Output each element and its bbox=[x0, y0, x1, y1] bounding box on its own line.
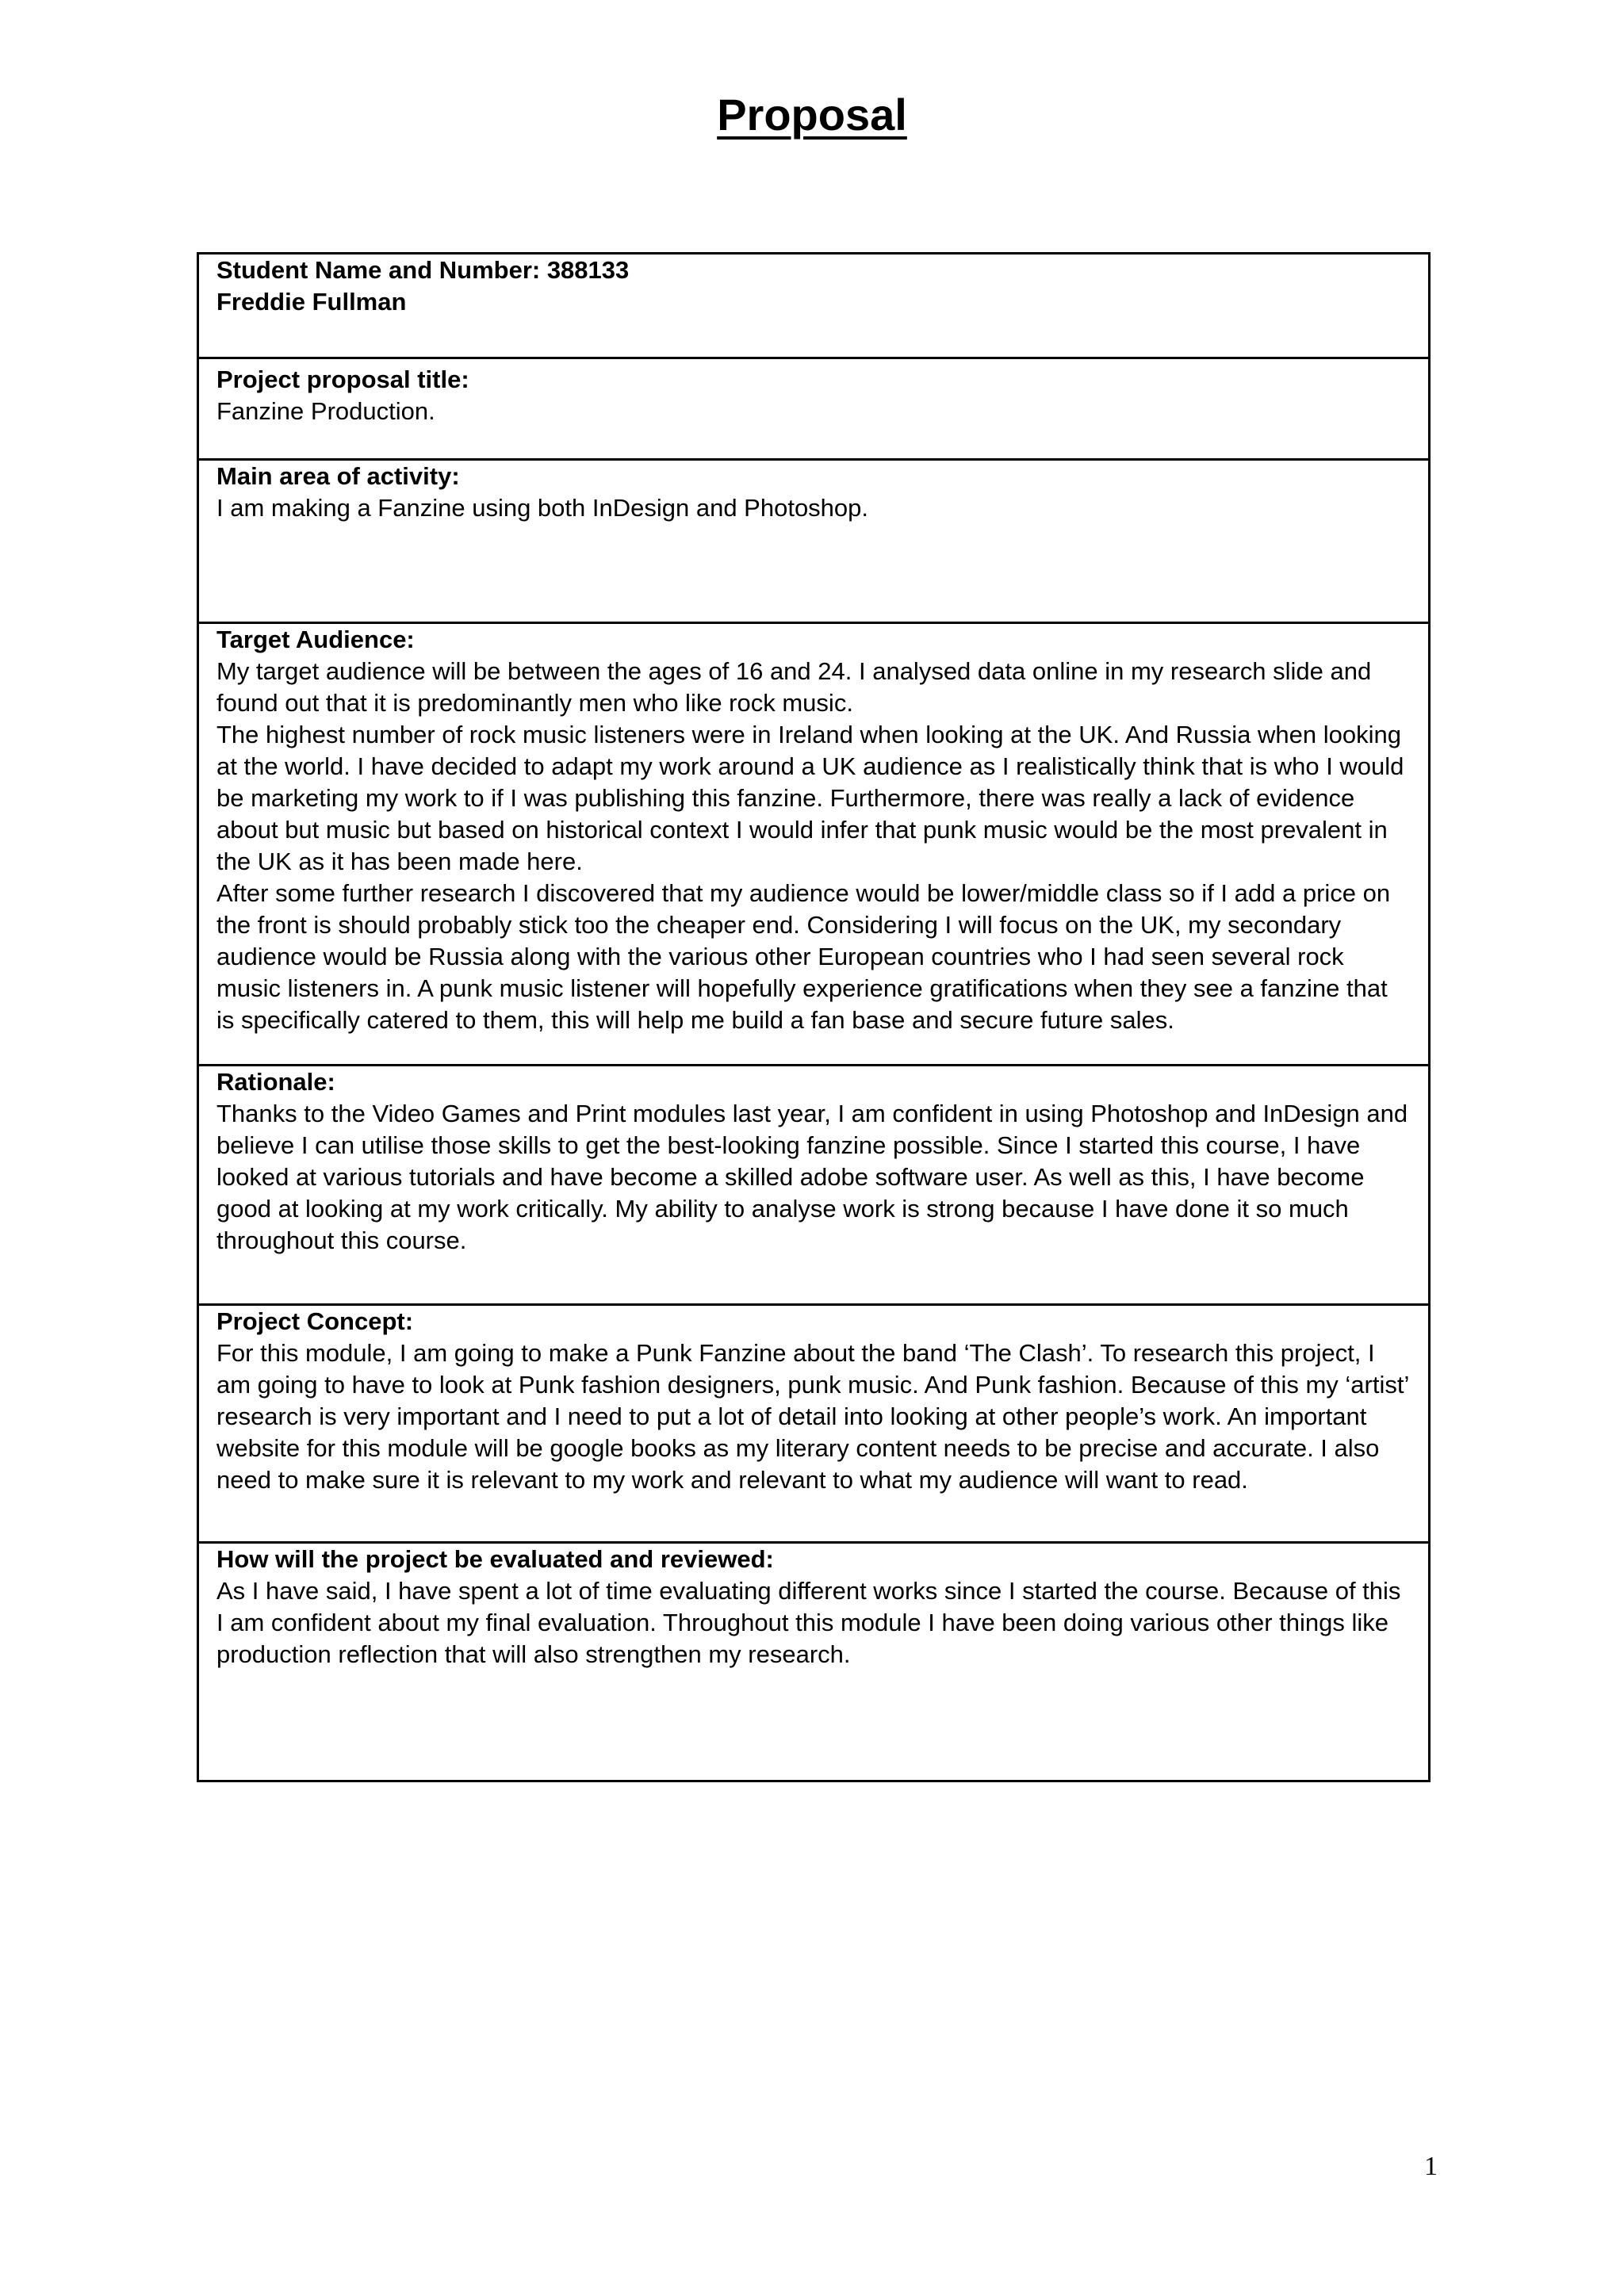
activity-label: Main area of activity: bbox=[216, 462, 460, 490]
concept-text: For this module, I am going to make a Punk Fanzine about the band ‘The Clash’. To research this project, I am going to have to look at Punk fashion designers, punk music. And Punk fashion. Because of this my ‘artist’ research is very important and I need to put a lot of detail into looking at other people’s work. An important website for this module will be google books as my literary content needs to be precise and accurate. I also need to make sure it is relevant to my work and relevant to what my audience will want to read. bbox=[216, 1339, 1409, 1494]
rationale-section bbox=[199, 1066, 1428, 1306]
rationale-text: Thanks to the Video Games and Print modules last year, I am confident in using Photoshop and InDesign and believe I can utilise those skills to get the best-looking fanzine possible. Since I started this course, I have looked at various tutorials and have become a skilled adobe software user. As well as this, I have become good at looking at my work critically. My ability to analyse work is strong because I have done it so much throughout this course. bbox=[216, 1100, 1408, 1254]
project-title-text: Fanzine Production. bbox=[216, 397, 435, 425]
student-section bbox=[199, 254, 1428, 359]
proposal-table bbox=[197, 252, 1431, 1782]
evaluation-section bbox=[199, 1544, 1428, 1780]
concept-section bbox=[199, 1306, 1428, 1544]
evaluation-text: As I have said, I have spent a lot of time evaluating different works since I started the course. Because of this I am confident about my final evaluation. Throughout this module I have been doing various other things like production reflection that will also strengthen my research. bbox=[216, 1577, 1401, 1668]
audience-paragraph-3: After some further research I discovered that my audience would be lower/middle class so if I add a price on the front is should probably stick too the cheaper end. Considering I will focus on the UK, my secondary audience would be Russia along with the various other European countries who I had seen several rock music listeners in. A punk music listener will hopefully experience gratifications when they see a fanzine that is specifically catered to them, this will help me build a fan base and secure future sales. bbox=[216, 879, 1391, 1034]
audience-label: Target Audience: bbox=[216, 626, 415, 653]
page-number: 1 bbox=[1424, 2152, 1438, 2181]
audience-section bbox=[199, 624, 1428, 1066]
rationale-label: Rationale: bbox=[216, 1068, 335, 1096]
student-label: Student Name and Number: 388133 bbox=[216, 256, 630, 284]
concept-label: Project Concept: bbox=[216, 1307, 414, 1335]
evaluation-label: How will the project be evaluated and reviewed: bbox=[216, 1545, 774, 1573]
audience-paragraph-2: The highest number of rock music listeners were in Ireland when looking at the UK. And Russia when looking at the world. I have decided to adapt my work around a UK audience as I realistically think that is who I would be marketing my work to if I was publishing this fanzine. Furthermore, there was really a lack of evidence about but music but based on historical context I would infer that punk music would be the most prevalent in the UK as it has been made here. bbox=[216, 721, 1404, 875]
student-name: Freddie Fullman bbox=[216, 288, 407, 316]
project-title-label: Project proposal title: bbox=[216, 365, 469, 393]
activity-text: I am making a Fanzine using both InDesign and Photoshop. bbox=[216, 494, 869, 522]
activity-section bbox=[199, 461, 1428, 624]
audience-paragraph-1: My target audience will be between the ages of 16 and 24. I analysed data online in my research slide and found out that it is predominantly men who like rock music. bbox=[216, 657, 1372, 717]
project-title-section bbox=[199, 359, 1428, 461]
page-title: Proposal bbox=[717, 90, 907, 140]
